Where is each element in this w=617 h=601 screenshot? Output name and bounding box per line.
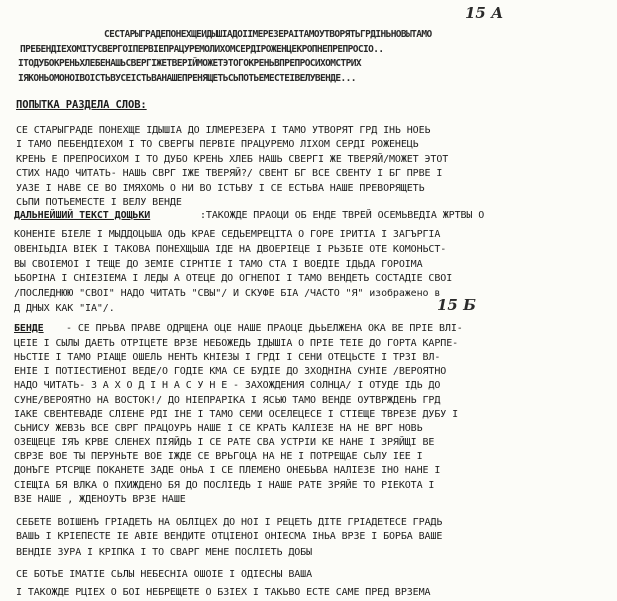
dense-text-line: ІЯКОНЬОМОНОІВОІСТЬВУСЕІСТЬВАНАШЕПРЕНЯЩЕТЬСЬПОТЬЕМЕСТЕІВЕЛУВЕНДЕ... [18,73,356,84]
text-line: /ПОСЛЕДНЮЮ "СВОІ" НАДО ЧИТАТЬ "СВЫ"/ И СКУФЕ БІА /ЧАСТО "Я" изображено в [14,288,441,299]
text-line: ВЕНДІЕ ЗУРА І КРІПКА І ТО СВАРГ МЕНЕ ПОСЛІЕТЬ ДОБЫ [16,547,313,558]
text-line: ВАШЬ І КРІЕПЕСТЕ ІЕ АВІЕ ВЕНДИТЕ ОТЦІЕНОІ ОНІЕСМА ІНЬА ВРЗЕ І БОРБА ВАШЕ [16,531,443,542]
text-line: КРЕНЬ Е ПРЕПРОСИХОМ І ТО ДУБО КРЕНЬ ХЛЕБ НАШЬ СВЕРГІ ЖЕ ТВЕРЯЙ/МОЖЕТ ЭТОТ [16,154,449,165]
text-line: ЕНІЕ І ПОТІЕСТИЕНОІ ВЕДЕ/О ГОДІЕ КМА СЕ БУДІЕ ДО ЗХОДНІНА СУНІЕ /ВЕРОЯТНО [14,366,447,377]
section-heading-tail: :ТАКОЖДЕ ПРАОЦИ ОБ ЕНДЕ ТВРЕЙ ОСЕМЬВЕДІА ЖРТВЫ О [200,210,485,221]
text-line: ОВЕНІЬДІА ВІЕК І ТАКОВА ПОНЕХЩЬША ІДЕ НА ДВОЕРІЕЦЕ І РЬЗБІЕ ОТЕ КОМОНЬСТ- [14,244,447,255]
text-line: НЬСТІЕ І ТАМО РІАЩЕ ОШЕЛЬ НЕНТЬ КНІЕЗЫ І ГРДІ І СЕНИ ОТЕЦЬСТЕ І ТРЗІ ВЛ- [14,352,441,363]
text-line: ОЗЕЩЕЦЕ ІЯЪ КРВЕ СЛЕНЕХ ПІЯЙДЬ І СЕ РАТЕ СВА УСТРІИ КЕ НАНЕ І ЗРЯЙЩІ ВЕ [14,437,435,448]
text-line: СЬНИСУ ЖЕВЗЬ ВСЕ СВРГ ПРАЦОУРЬ НАШЕ І СЕ КРАТЬ КАЛІЕЗЕ НА НЕ ВРГ НОВЬ [14,423,423,434]
text-line: І ТАМО ПЕБЕНДІЕХОМ І ТО СВЕРГЫ ПЕРВІЕ ПРАЦУРЕМО ЛІХОМ СЕРДІ РОЖЕНЕЦЬ [16,139,419,150]
text-line: СЕ БОТЬЕ ІМАТІЕ СЬЛЫ НЕБЕСНІА ОШОІЕ І ОДІЕСНЫ ВАША [16,569,313,580]
section-heading: ПОПЫТКА РАЗДЕЛА СЛОВ: [16,99,147,111]
text-line: СІЕЩІА БЯ ВЛКА О ПХИЖДЕНО БЯ ДО ПОСЛІЕДЬ І НАШЕ РАТЕ ЗРЯЙЕ ТО РІЕКОТА І [14,480,435,491]
text-line: ЬБОРІНА І СНІЕЗІЕМА І ЛЕДЫ А ОТЕЦЕ ДО ОГНЕПОІ І ТАМО ВЕНДЕТЬ СОСТАДІЕ СВОІ [14,273,453,284]
text-line: ДОНЪГЕ РТСРЩЕ ПОКАНЕТЕ ЗАДЕ ОНЬА І СЕ ПЛЕМЕНО ОНЕБЬВА НАЛІЕЗЕ ІНО НАНЕ І [14,465,441,476]
text-line: УАЗЕ І НАВЕ СЕ ВО ІМЯХОМЬ О НИ ВО ІСТЬВУ І СЕ ЕСТЬВА НАШЕ ПРЕВОРЯЩЕТЬ [16,183,425,194]
dense-text-line: ПРЕБЕНДІЕХОМІТУСВЕРГОІПЕРВІЕПРАЦУРЕМОЛИХОМСЕРДІРОЖЕНЦЕКРОПНЕПРЕПРОСІО.. [20,44,384,55]
text-line: ВЫ СВОІЕМОІ І ТЕЩЕ ДО ЗЕМІЕ СІРНТІЕ І ТАМО СТА І ВОЕДІЕ ІДЬДА ГОРОІМА [14,259,423,270]
text-line: Д ДНЫХ КАК "ІА"/. [14,303,115,314]
text-line: СУНЕ/ВЕРОЯТНО НА ВОСТОК!/ ДО НІЕПРАРІКА І ЯСЬЮ ТАМО ВЕНДЕ ОУТВРЖДЕНЬ ГРД [14,395,441,406]
dense-text-line: СЕСТАРЫГРАДЕПОНЕХЩЕИДЫШІАДОІІМЕРЕЗЕРАІТАМОУТВОРЯТЬГРДІНЬНОВЫТАМО [104,29,432,40]
text-line: СЕ СТАРЫГРАДЕ ПОНЕХЩЕ ІДЫШІА ДО ІЛМЕРЕЗЕРА І ТАМО УТВОРЯТ ГРД ІНЬ НОЕЬ [16,125,431,136]
text-line: КОНЕНІЕ БІЕЛЕ І МЫДДОЦЬША ОДЬ КРАЕ СЕДЬЕМРЕЦІТА О ГОРЕ ІРИТІА І ЗАГЪРГІА [14,229,441,240]
page-marker-mid: 15 Б [437,296,476,314]
text-line: ВЗЕ НАШЕ , ЖДЕНОУТЬ ВРЗЕ НАШЕ [14,494,186,505]
text-line: ЦЕІЕ І СЫЛЫ ДАЕТЬ ОТРІЦЕТЕ ВРЗЕ НЕБОЖЕДЬ ІДЫШІА О ПРІЕ ТЕІЕ ДО ГОРТА КАРПЕ- [14,338,459,349]
text-line: СЬПИ ПОТЬЕМЕСТЕ І ВЕЛУ ВЕНДЕ [16,197,182,208]
dense-text-line: ІТОДУБОКРЕНЬХЛЕБЕНАШЬСВЕРГІЖЕТВЕРІЙМОЖЕТЭТОГОКРЕНЬВПРЕПРОСИХОМСТРИХ [18,58,362,69]
section-heading-tail: - СЕ ПРЬВА ПРАВЕ ОДРЩЕНА ОЦЕ НАШЕ ПРАОЦЕ ДЬЬЕЛЖЕНА ОКА ВЕ ПРІЕ ВЛІ- [66,323,463,334]
text-line: ІАКЕ СВЕНТЕВАДЕ СЛІЕНЕ РДІ ІНЕ І ТАМО СЕМИ ОСЕЛЕЦЕСЕ І СТІЕЩЕ ТВРЕЗЕ ДУБУ І [14,409,459,420]
text-line: СТИХ НАДО ЧИТАТЬ- НАШЬ СВРГ ІЖЕ ТВЕРЯЙ?/ СВЕНТ БГ ВСЕ СВЕНТУ І БГ ПРВЕ І [16,168,443,179]
page-marker-top: 15 А [465,4,504,22]
text-line: СЕБЕТЕ ВОІШЕНЪ ГРІАДЕТЬ НА ОБЛІЦЕХ ДО НОІ І РЕЦЕТЬ ДІТЕ ГРІАДЕТЕСЕ ГРАДЬ [16,517,443,528]
text-line: НАДО ЧИТАТЬ- З А Х О Д І Н А С У Н Е - ЗАХОЖДЕНИЯ СОЛНЦА/ І ОТУДЕ ІДЬ ДО [14,380,441,391]
text-line: СВРЗЕ ВОЕ ТЫ ПЕРУНЬТЕ ВОЕ ІЖДЕ СЕ ВРЬГОЦА НА НЕ І ПОТРЕЩАЕ СЬЛУ ІЕЕ І [14,451,423,462]
section-heading: ДАЛЬНЕЙШИЙ ТЕКСТ ДОЩЬКИ [14,210,151,221]
text-line: І ТАКОЖДЕ РЦІЕХ О БОІ НЕБРЕЩЕТЕ О БЗІЕХ І ТАКЬВО ЕСТЕ САМЕ ПРЕД ВРЗЕМА [16,587,431,598]
section-heading: БЕНДЕ [14,323,44,334]
